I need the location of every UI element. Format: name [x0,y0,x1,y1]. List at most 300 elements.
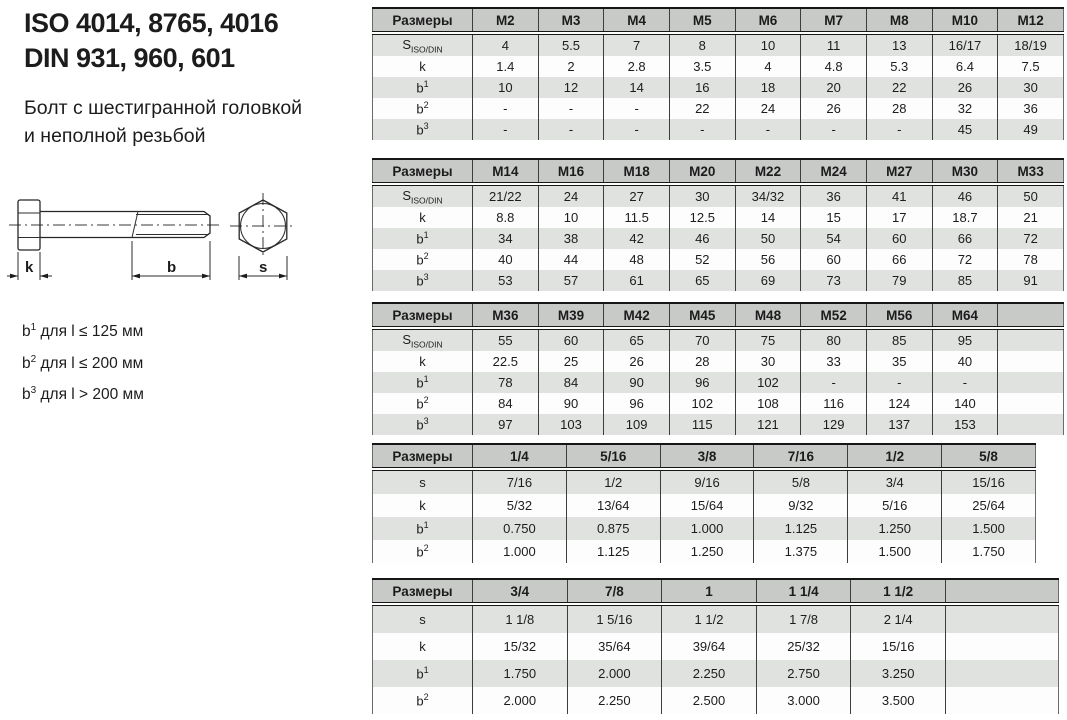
note-symbol: b [22,323,31,341]
row-label-cell [373,33,473,56]
value-cell: 53 [473,270,539,291]
value-cell: 13/64 [566,494,660,517]
value-cell: 44 [538,249,604,270]
empty-cell [945,633,1058,660]
value-cell: 11.5 [604,207,670,228]
row-label-cell [373,540,473,563]
value-cell: 26 [604,351,670,372]
size-header-cell: M52 [801,303,867,328]
row-label-main: b [416,101,424,117]
value-cell: 84 [473,393,539,414]
value-cell: 2.250 [567,687,662,714]
table-row [373,372,1064,393]
row-label-main: S [402,36,411,52]
row-label-cell [373,604,473,633]
size-header-cell: 3/4 [473,579,568,604]
value-cell: 41 [866,184,932,207]
value-cell: 1.250 [660,540,754,563]
empty-cell [945,604,1058,633]
value-cell: 3.250 [851,660,946,687]
value-cell: 75 [735,328,801,351]
size-header-cell: M30 [932,159,998,184]
note-sup: 3 [30,385,37,397]
value-cell: 124 [866,393,932,414]
value-cell: - [669,119,735,140]
value-cell: 34/32 [735,184,801,207]
row-label-main: s [419,475,426,490]
value-cell: 2.500 [662,687,757,714]
row-label-cell [373,328,473,351]
value-cell: 1.125 [754,517,848,540]
size-header-cell: M36 [473,303,539,328]
value-cell: 52 [669,249,735,270]
value-cell: 25 [538,351,604,372]
size-header-cell: M5 [669,8,735,33]
size-header-cell: M45 [669,303,735,328]
thread-length-notes [22,314,144,409]
table-row [373,633,1059,660]
size-header-cell: 1 [662,579,757,604]
row-label-main: b [416,693,424,709]
table-row [373,119,1064,140]
row-label-main: k [419,210,426,225]
value-cell: 7.5 [998,56,1064,77]
value-cell: 103 [538,414,604,435]
value-cell: 55 [473,328,539,351]
row-label-sub: ISO/DIN [411,339,443,350]
row-label-sup: 2 [423,395,429,406]
value-cell: 26 [801,98,867,119]
value-cell: 1 5/16 [567,604,662,633]
table-row [373,270,1064,291]
row-label-sub: ISO/DIN [411,44,443,55]
row-label-main: b [416,666,424,682]
value-cell: 84 [538,372,604,393]
value-cell: 72 [998,228,1064,249]
value-cell: 8.8 [473,207,539,228]
value-cell: 85 [866,328,932,351]
empty-cell [998,372,1064,393]
size-header-cell: 5/16 [566,444,660,469]
value-cell: 36 [998,98,1064,119]
row-label-sub: ISO/DIN [411,195,443,206]
value-cell: 137 [866,414,932,435]
size-header-cell: 1 1/4 [756,579,851,604]
value-cell: 1.750 [942,540,1036,563]
size-header-cell: M27 [866,159,932,184]
value-cell: 4 [735,56,801,77]
value-cell: 69 [735,270,801,291]
row-label-cell [373,414,473,435]
row-label-main: b [416,252,424,268]
size-header-cell: M56 [866,303,932,328]
value-cell: 0.750 [473,517,567,540]
row-label-main: b [416,375,424,391]
value-cell: 15 [801,207,867,228]
value-cell: 7 [604,33,670,56]
value-cell: 5/16 [848,494,942,517]
row-label-cell [373,660,473,687]
value-cell: 2 1/4 [851,604,946,633]
table-row [373,228,1064,249]
value-cell: 0.875 [566,517,660,540]
size-header-cell: 7/8 [567,579,662,604]
value-cell: 30 [735,351,801,372]
value-cell: 39/64 [662,633,757,660]
row-label-main: b [416,273,424,289]
row-label-main: b [416,544,424,560]
value-cell: 3.000 [756,687,851,714]
row-label-cell [373,228,473,249]
value-cell: 2.000 [567,660,662,687]
row-label-main: b [416,417,424,433]
row-label-main: S [402,331,411,347]
value-cell: 78 [473,372,539,393]
table-row [373,184,1064,207]
size-header-cell: M7 [801,8,867,33]
row-label-cell [373,517,473,540]
size-header-cell: M42 [604,303,670,328]
empty-cell [998,393,1064,414]
size-header-cell: M39 [538,303,604,328]
value-cell: 85 [932,270,998,291]
value-cell: 54 [801,228,867,249]
row-label-main: k [419,354,426,369]
note-symbol: b [22,386,31,404]
value-cell: - [801,372,867,393]
empty-cell [945,660,1058,687]
value-cell: 1 1/8 [473,604,568,633]
row-label-cell [373,633,473,660]
value-cell: 22 [669,98,735,119]
value-cell: 4.8 [801,56,867,77]
row-label-main: S [402,187,411,203]
row-label-main: b [416,521,424,537]
value-cell: 32 [932,98,998,119]
value-cell: 24 [735,98,801,119]
value-cell: 24 [538,184,604,207]
value-cell: 102 [669,393,735,414]
value-cell: 13 [866,33,932,56]
value-cell: 48 [604,249,670,270]
value-cell: 1.250 [848,517,942,540]
row-label-cell [373,77,473,98]
value-cell: 28 [866,98,932,119]
value-cell: 40 [932,351,998,372]
size-header-cell: 3/8 [660,444,754,469]
value-cell: 2.250 [662,660,757,687]
table-row [373,494,1036,517]
table-row [373,414,1064,435]
size-header-cell: M3 [538,8,604,33]
value-cell: 21/22 [473,184,539,207]
size-header-cell: 1/2 [848,444,942,469]
value-cell: 22 [866,77,932,98]
size-header-cell: M4 [604,8,670,33]
value-cell: 45 [932,119,998,140]
value-cell: 4 [473,33,539,56]
value-cell: 20 [801,77,867,98]
size-header-cell: 5/8 [942,444,1036,469]
row-label-main: k [419,59,426,74]
table-row [373,687,1059,714]
value-cell: 12 [538,77,604,98]
value-cell: 5.3 [866,56,932,77]
table-row [373,98,1064,119]
page-title [24,6,278,76]
value-cell: 25/32 [756,633,851,660]
value-cell: 72 [932,249,998,270]
value-cell: 66 [866,249,932,270]
table-row [373,33,1064,56]
value-cell: 60 [538,328,604,351]
title-din-line: DIN 931, 960, 601 [24,43,235,73]
row-label-sup: 3 [423,272,429,283]
value-cell: 11 [801,33,867,56]
empty-header-cell [998,303,1064,328]
value-cell: 3.5 [669,56,735,77]
dimensions-table-2 [372,158,1064,291]
size-header-cell: M14 [473,159,539,184]
row-label-sup: 3 [423,416,429,427]
row-label-main: b [416,122,424,138]
note-text: для l ≤ 200 мм [36,354,144,372]
size-header-cell: 1/4 [473,444,567,469]
row-label-main: b [416,80,424,96]
value-cell: 35 [866,351,932,372]
value-cell: 10 [735,33,801,56]
value-cell: 96 [669,372,735,393]
size-header-cell: M48 [735,303,801,328]
row-label-sup: 1 [423,374,429,385]
value-cell: 18/19 [998,33,1064,56]
value-cell: 140 [932,393,998,414]
row-label-cell [373,351,473,372]
value-cell: 15/64 [660,494,754,517]
row-label-cell [373,372,473,393]
value-cell: 50 [998,184,1064,207]
row-label-main: k [419,639,426,654]
row-label-main: b [416,231,424,247]
row-label-sup: 3 [423,121,429,132]
table-row [373,604,1059,633]
value-cell: 14 [604,77,670,98]
value-cell: 25/64 [942,494,1036,517]
size-header-cell: M10 [932,8,998,33]
value-cell: 1.000 [660,517,754,540]
value-cell: 1.000 [473,540,567,563]
value-cell: 109 [604,414,670,435]
value-cell: 1.125 [566,540,660,563]
row-label-cell [373,270,473,291]
value-cell: 1 7/8 [756,604,851,633]
value-cell: 90 [538,393,604,414]
value-cell: 129 [801,414,867,435]
size-header-cell: M33 [998,159,1064,184]
razmery-header-cell: Размеры [373,579,473,604]
value-cell: 49 [998,119,1064,140]
value-cell: 73 [801,270,867,291]
value-cell: 28 [669,351,735,372]
value-cell: 90 [604,372,670,393]
value-cell: - [604,98,670,119]
value-cell: 50 [735,228,801,249]
value-cell: 1.750 [473,660,568,687]
value-cell: - [801,119,867,140]
note-symbol: b [22,354,31,372]
row-label-sup: 2 [423,251,429,262]
dim-label-k: k [25,259,34,276]
row-label-cell [373,469,473,494]
row-label-main: s [419,612,426,627]
value-cell: 1.500 [942,517,1036,540]
value-cell: 16 [669,77,735,98]
value-cell: 91 [998,270,1064,291]
value-cell: - [538,119,604,140]
value-cell: 18.7 [932,207,998,228]
razmery-header-cell: Размеры [373,8,473,33]
value-cell: 9/16 [660,469,754,494]
row-label-cell [373,56,473,77]
value-cell: 66 [932,228,998,249]
row-label-sup: 2 [423,100,429,111]
value-cell: - [866,372,932,393]
value-cell: - [735,119,801,140]
row-label-sup: 1 [423,79,429,90]
value-cell: 30 [998,77,1064,98]
value-cell: 34 [473,228,539,249]
table-row [373,77,1064,98]
value-cell: 3/4 [848,469,942,494]
value-cell: 16/17 [932,33,998,56]
row-label-sup: 1 [423,230,429,241]
value-cell: 5/8 [754,469,848,494]
value-cell: 15/16 [942,469,1036,494]
value-cell: 8 [669,33,735,56]
value-cell: 1.375 [754,540,848,563]
bolt-end-view [230,193,296,280]
value-cell: 56 [735,249,801,270]
size-header-cell: 1 1/2 [851,579,946,604]
value-cell: 57 [538,270,604,291]
size-header-cell: M6 [735,8,801,33]
value-cell: 2.000 [473,687,568,714]
value-cell: 115 [669,414,735,435]
value-cell: 21 [998,207,1064,228]
value-cell: 1 1/2 [662,604,757,633]
row-label-cell [373,119,473,140]
value-cell: 10 [473,77,539,98]
value-cell: 65 [604,328,670,351]
value-cell: 97 [473,414,539,435]
value-cell: 27 [604,184,670,207]
value-cell: 12.5 [669,207,735,228]
value-cell: 6.4 [932,56,998,77]
razmery-header-cell: Размеры [373,159,473,184]
table-row [373,469,1036,494]
row-label-sup: 1 [423,520,429,531]
value-cell: 5.5 [538,33,604,56]
value-cell: 38 [538,228,604,249]
value-cell: - [473,119,539,140]
value-cell: 5/32 [473,494,567,517]
subtitle-line-2: и неполной резьбой [24,125,206,147]
row-label-main: k [419,498,426,513]
value-cell: 46 [932,184,998,207]
value-cell: 3.500 [851,687,946,714]
value-cell: 60 [866,228,932,249]
size-header-cell: M20 [669,159,735,184]
razmery-header-cell: Размеры [373,444,473,469]
value-cell: 121 [735,414,801,435]
dimensions-table-4 [372,443,1036,563]
note-line-b2 [22,346,144,378]
value-cell: 15/16 [851,633,946,660]
table-row [373,207,1064,228]
value-cell: 1.4 [473,56,539,77]
bolt-side-view [7,200,221,280]
note-sup: 2 [30,353,37,365]
value-cell: 96 [604,393,670,414]
empty-header-cell [945,579,1058,604]
value-cell: 2 [538,56,604,77]
empty-cell [945,687,1058,714]
value-cell: 7/16 [473,469,567,494]
size-header-cell: M22 [735,159,801,184]
value-cell: 35/64 [567,633,662,660]
row-label-cell [373,249,473,270]
empty-cell [998,351,1064,372]
value-cell: 78 [998,249,1064,270]
note-text: для l ≤ 125 мм [36,323,144,341]
value-cell: 61 [604,270,670,291]
dimensions-table-3 [372,302,1064,435]
size-header-cell: M64 [932,303,998,328]
value-cell: 102 [735,372,801,393]
value-cell: 22.5 [473,351,539,372]
size-header-cell: M24 [801,159,867,184]
page-subtitle [24,94,302,150]
value-cell: 33 [801,351,867,372]
note-text: для l > 200 мм [36,386,144,404]
value-cell: 18 [735,77,801,98]
value-cell: 1/2 [566,469,660,494]
bolt-technical-drawing [5,186,325,301]
value-cell: - [604,119,670,140]
value-cell: 80 [801,328,867,351]
dim-label-b: b [167,259,177,276]
table-row [373,56,1064,77]
value-cell: 60 [801,249,867,270]
value-cell: 46 [669,228,735,249]
note-line-b3 [22,377,144,409]
value-cell: - [932,372,998,393]
row-label-main: b [416,396,424,412]
dimensions-table-1 [372,7,1064,140]
empty-cell [998,328,1064,351]
value-cell: 95 [932,328,998,351]
razmery-header-cell: Размеры [373,303,473,328]
value-cell: 79 [866,270,932,291]
table-row [373,328,1064,351]
table-row [373,660,1059,687]
value-cell: 14 [735,207,801,228]
value-cell: 30 [669,184,735,207]
size-header-cell: M8 [866,8,932,33]
note-line-b1 [22,314,144,346]
value-cell: 9/32 [754,494,848,517]
value-cell: 42 [604,228,670,249]
